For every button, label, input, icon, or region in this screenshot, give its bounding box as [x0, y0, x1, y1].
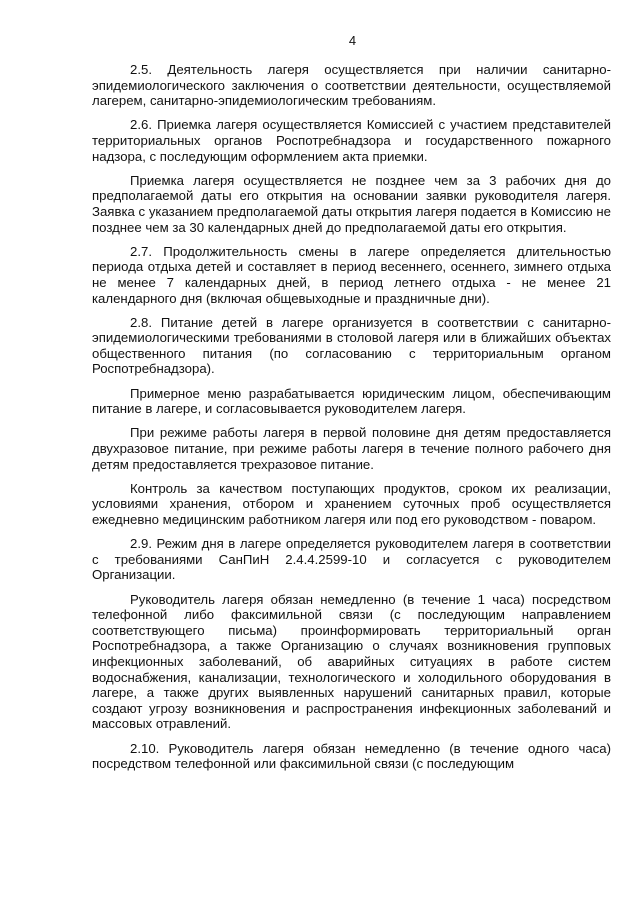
paragraph-2-7: 2.7. Продолжительность смены в лагере определяется длительностью периода отдыха детей и составляет в период весеннего, осеннего, зимнего отдыха не менее 7 календарных дней, в период летнего отдыха - не менее 21 календарного дня (включая общевыходные и праздничные дни).	[92, 243, 611, 306]
paragraph-incident-reporting: Руководитель лагеря обязан немедленно (в течение 1 часа) посредством телефонной либо факсимильной связи (с последующим направлением соответствующего письма) проинформировать территориальный орган Роспотребнадзора, а также Организацию о случаях возникновения групповых инфекционных заболеваний, об аварийных ситуациях в работе систем водоснабжения, канализации, технологического и холодильного оборудования в лагере, а также других выявленных нарушений санитарных правил, которые создают угрозу возникновения и распространения инфекционных заболеваний и массовых отравлений.	[92, 591, 611, 732]
page-number: 4	[348, 33, 357, 48]
paragraph-meal-schedule: При режиме работы лагеря в первой половине дня детям предоставляется двухразовое питание, при режиме работы лагеря в течение полного рабочего дня детям предоставляется трехразовое питание.	[92, 425, 611, 472]
paragraph-acceptance-deadline: Приемка лагеря осуществляется не позднее чем за 3 рабочих дня до предполагаемой даты его открытия на основании заявки руководителя лагеря. Заявка с указанием предполагаемой даты открытия лагеря подается в Комиссию не позднее чем за 30 календарных дней до предполагаемой даты его открытия.	[92, 172, 611, 235]
paragraph-2-8: 2.8. Питание детей в лагере организуется в соответствии с санитарно-эпидемиологическими требованиями в столовой лагеря или в ближайших объектах общественного питания (по согласованию с территориальным органом Роспотребнадзора).	[92, 314, 611, 377]
paragraph-menu: Примерное меню разрабатывается юридическим лицом, обеспечивающим питание в лагере, и согласовывается руководителем лагеря.	[92, 385, 611, 417]
paragraph-quality-control: Контроль за качеством поступающих продуктов, сроком их реализации, условиями хранения, отбором и хранением суточных проб осуществляется ежедневно медицинским работником лагеря или под его руководством - поваром.	[92, 480, 611, 527]
paragraph-2-10: 2.10. Руководитель лагеря обязан немедленно (в течение одного часа) посредством телефонной или факсимильной связи (с последующим	[92, 740, 611, 772]
paragraph-2-6: 2.6. Приемка лагеря осуществляется Комиссией с участием представителей территориальных органов Роспотребнадзора и государственного пожарного надзора, с последующим оформлением акта приемки.	[92, 117, 611, 164]
paragraph-2-5: 2.5. Деятельность лагеря осуществляется при наличии санитарно-эпидемиологического заключения о соответствии деятельности, осуществляемой лагерем, санитарно-эпидемиологическим требованиям.	[92, 62, 611, 109]
paragraph-2-9: 2.9. Режим дня в лагере определяется руководителем лагеря в соответствии с требованиями СанПиН 2.4.4.2599-10 и согласуется с руководителем Организации.	[92, 536, 611, 583]
